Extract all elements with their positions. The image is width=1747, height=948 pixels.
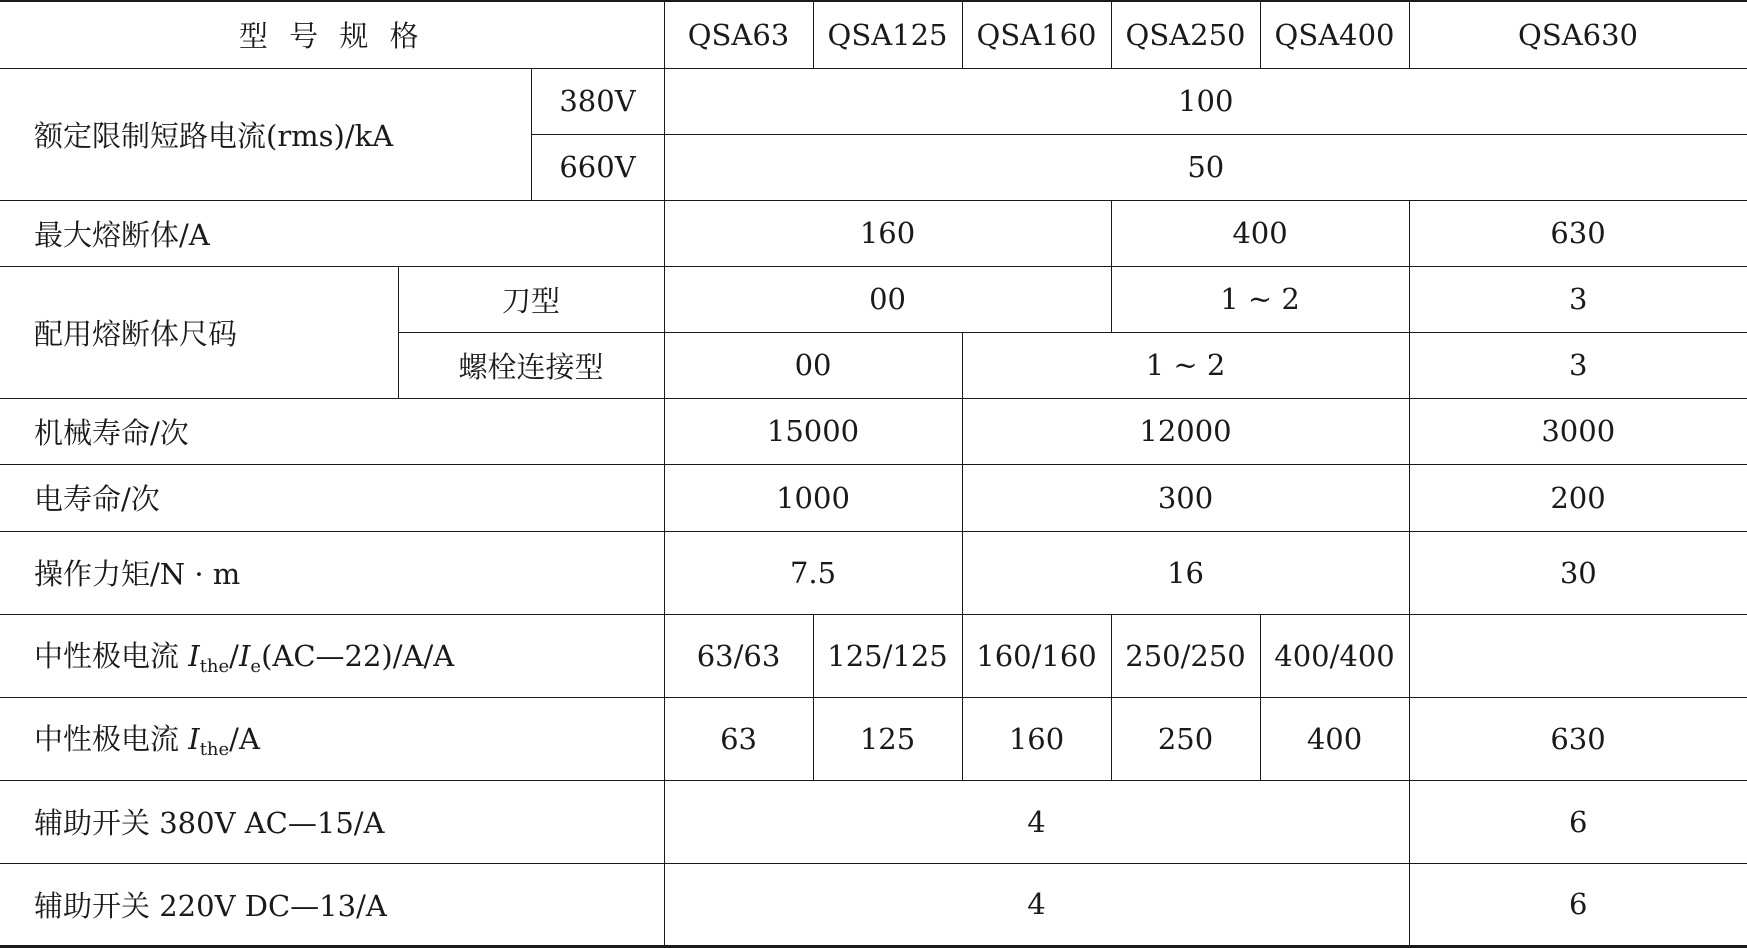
- aux-ac-value: 6: [1409, 780, 1747, 863]
- neutral-ith-value: 63: [664, 697, 813, 780]
- fuse-size-bolt-value: 00: [664, 332, 962, 398]
- max-fuse-value: 630: [1409, 200, 1747, 266]
- aux-dc-label: 辅助开关 220V DC—13/A: [0, 863, 664, 946]
- fuse-size-bolt-label: 螺栓连接型: [398, 332, 664, 398]
- model-qsa125: QSA125: [813, 1, 962, 68]
- fuse-size-label: 配用熔断体尺码: [0, 266, 398, 398]
- neutral-ith-value: 125: [813, 697, 962, 780]
- neutral-ac22-value: 250/250: [1111, 614, 1260, 697]
- rated-current-380-label: 380V: [531, 68, 664, 134]
- max-fuse-value: 400: [1111, 200, 1409, 266]
- neutral-ith-value: 630: [1409, 697, 1747, 780]
- fuse-size-blade-value: 1 ~ 2: [1111, 266, 1409, 332]
- model-qsa400: QSA400: [1260, 1, 1409, 68]
- neutral-ac22-value: 160/160: [962, 614, 1111, 697]
- neutral-ac22-value: [1409, 614, 1747, 697]
- neutral-ac22-value: 125/125: [813, 614, 962, 697]
- neutral-ac22-row: [0, 614, 1747, 697]
- torque-row: [0, 531, 1747, 614]
- aux-ac-label: 辅助开关 380V AC—15/A: [0, 780, 664, 863]
- torque-value: 30: [1409, 531, 1747, 614]
- neutral-ith-value: 250: [1111, 697, 1260, 780]
- header-label: 型 号 规 格: [0, 1, 664, 68]
- max-fuse-value: 160: [664, 200, 1111, 266]
- model-qsa63: QSA63: [664, 1, 813, 68]
- model-qsa250: QSA250: [1111, 1, 1260, 68]
- fuse-size-blade-row: [0, 266, 1747, 332]
- aux-ac-row: [0, 780, 1747, 863]
- neutral-ac22-value: 400/400: [1260, 614, 1409, 697]
- rated-current-380-value: 100: [664, 68, 1747, 134]
- torque-value: 7.5: [664, 531, 962, 614]
- mech-life-label: 机械寿命/次: [0, 398, 664, 464]
- header-row: [0, 1, 1747, 68]
- elec-life-label: 电寿命/次: [0, 464, 664, 531]
- aux-dc-row: [0, 863, 1747, 946]
- aux-dc-value: 6: [1409, 863, 1747, 946]
- neutral-ith-value: 400: [1260, 697, 1409, 780]
- elec-life-value: 1000: [664, 464, 962, 531]
- rated-current-label: 额定限制短路电流(rms)/kA: [0, 68, 531, 200]
- rated-current-660-value: 50: [664, 134, 1747, 200]
- fuse-size-bolt-value: 1 ~ 2: [962, 332, 1409, 398]
- mech-life-value: 15000: [664, 398, 962, 464]
- elec-life-row: [0, 464, 1747, 531]
- torque-label: 操作力矩/N · m: [0, 531, 664, 614]
- mech-life-value: 3000: [1409, 398, 1747, 464]
- rated-current-380-row: [0, 68, 1747, 134]
- max-fuse-label: 最大熔断体/A: [0, 200, 664, 266]
- aux-ac-value: 4: [664, 780, 1409, 863]
- mech-life-value: 12000: [962, 398, 1409, 464]
- model-qsa630: QSA630: [1409, 1, 1747, 68]
- neutral-ith-value: 160: [962, 697, 1111, 780]
- fuse-size-bolt-value: 3: [1409, 332, 1747, 398]
- fuse-size-blade-value: 00: [664, 266, 1111, 332]
- model-qsa160: QSA160: [962, 1, 1111, 68]
- neutral-ac22-value: 63/63: [664, 614, 813, 697]
- torque-value: 16: [962, 531, 1409, 614]
- fuse-size-blade-value: 3: [1409, 266, 1747, 332]
- mech-life-row: [0, 398, 1747, 464]
- rated-current-660-label: 660V: [531, 134, 664, 200]
- neutral-ith-row: [0, 697, 1747, 780]
- aux-dc-value: 4: [664, 863, 1409, 946]
- neutral-ac22-label: 中性极电流 $I_{the}/I_e(AC—22)/A/A$: [0, 614, 664, 697]
- elec-life-value: 300: [962, 464, 1409, 531]
- neutral-ith-label: 中性极电流 $I_{the}/A$: [0, 697, 664, 780]
- elec-life-value: 200: [1409, 464, 1747, 531]
- max-fuse-row: [0, 200, 1747, 266]
- fuse-size-blade-label: 刀型: [398, 266, 664, 332]
